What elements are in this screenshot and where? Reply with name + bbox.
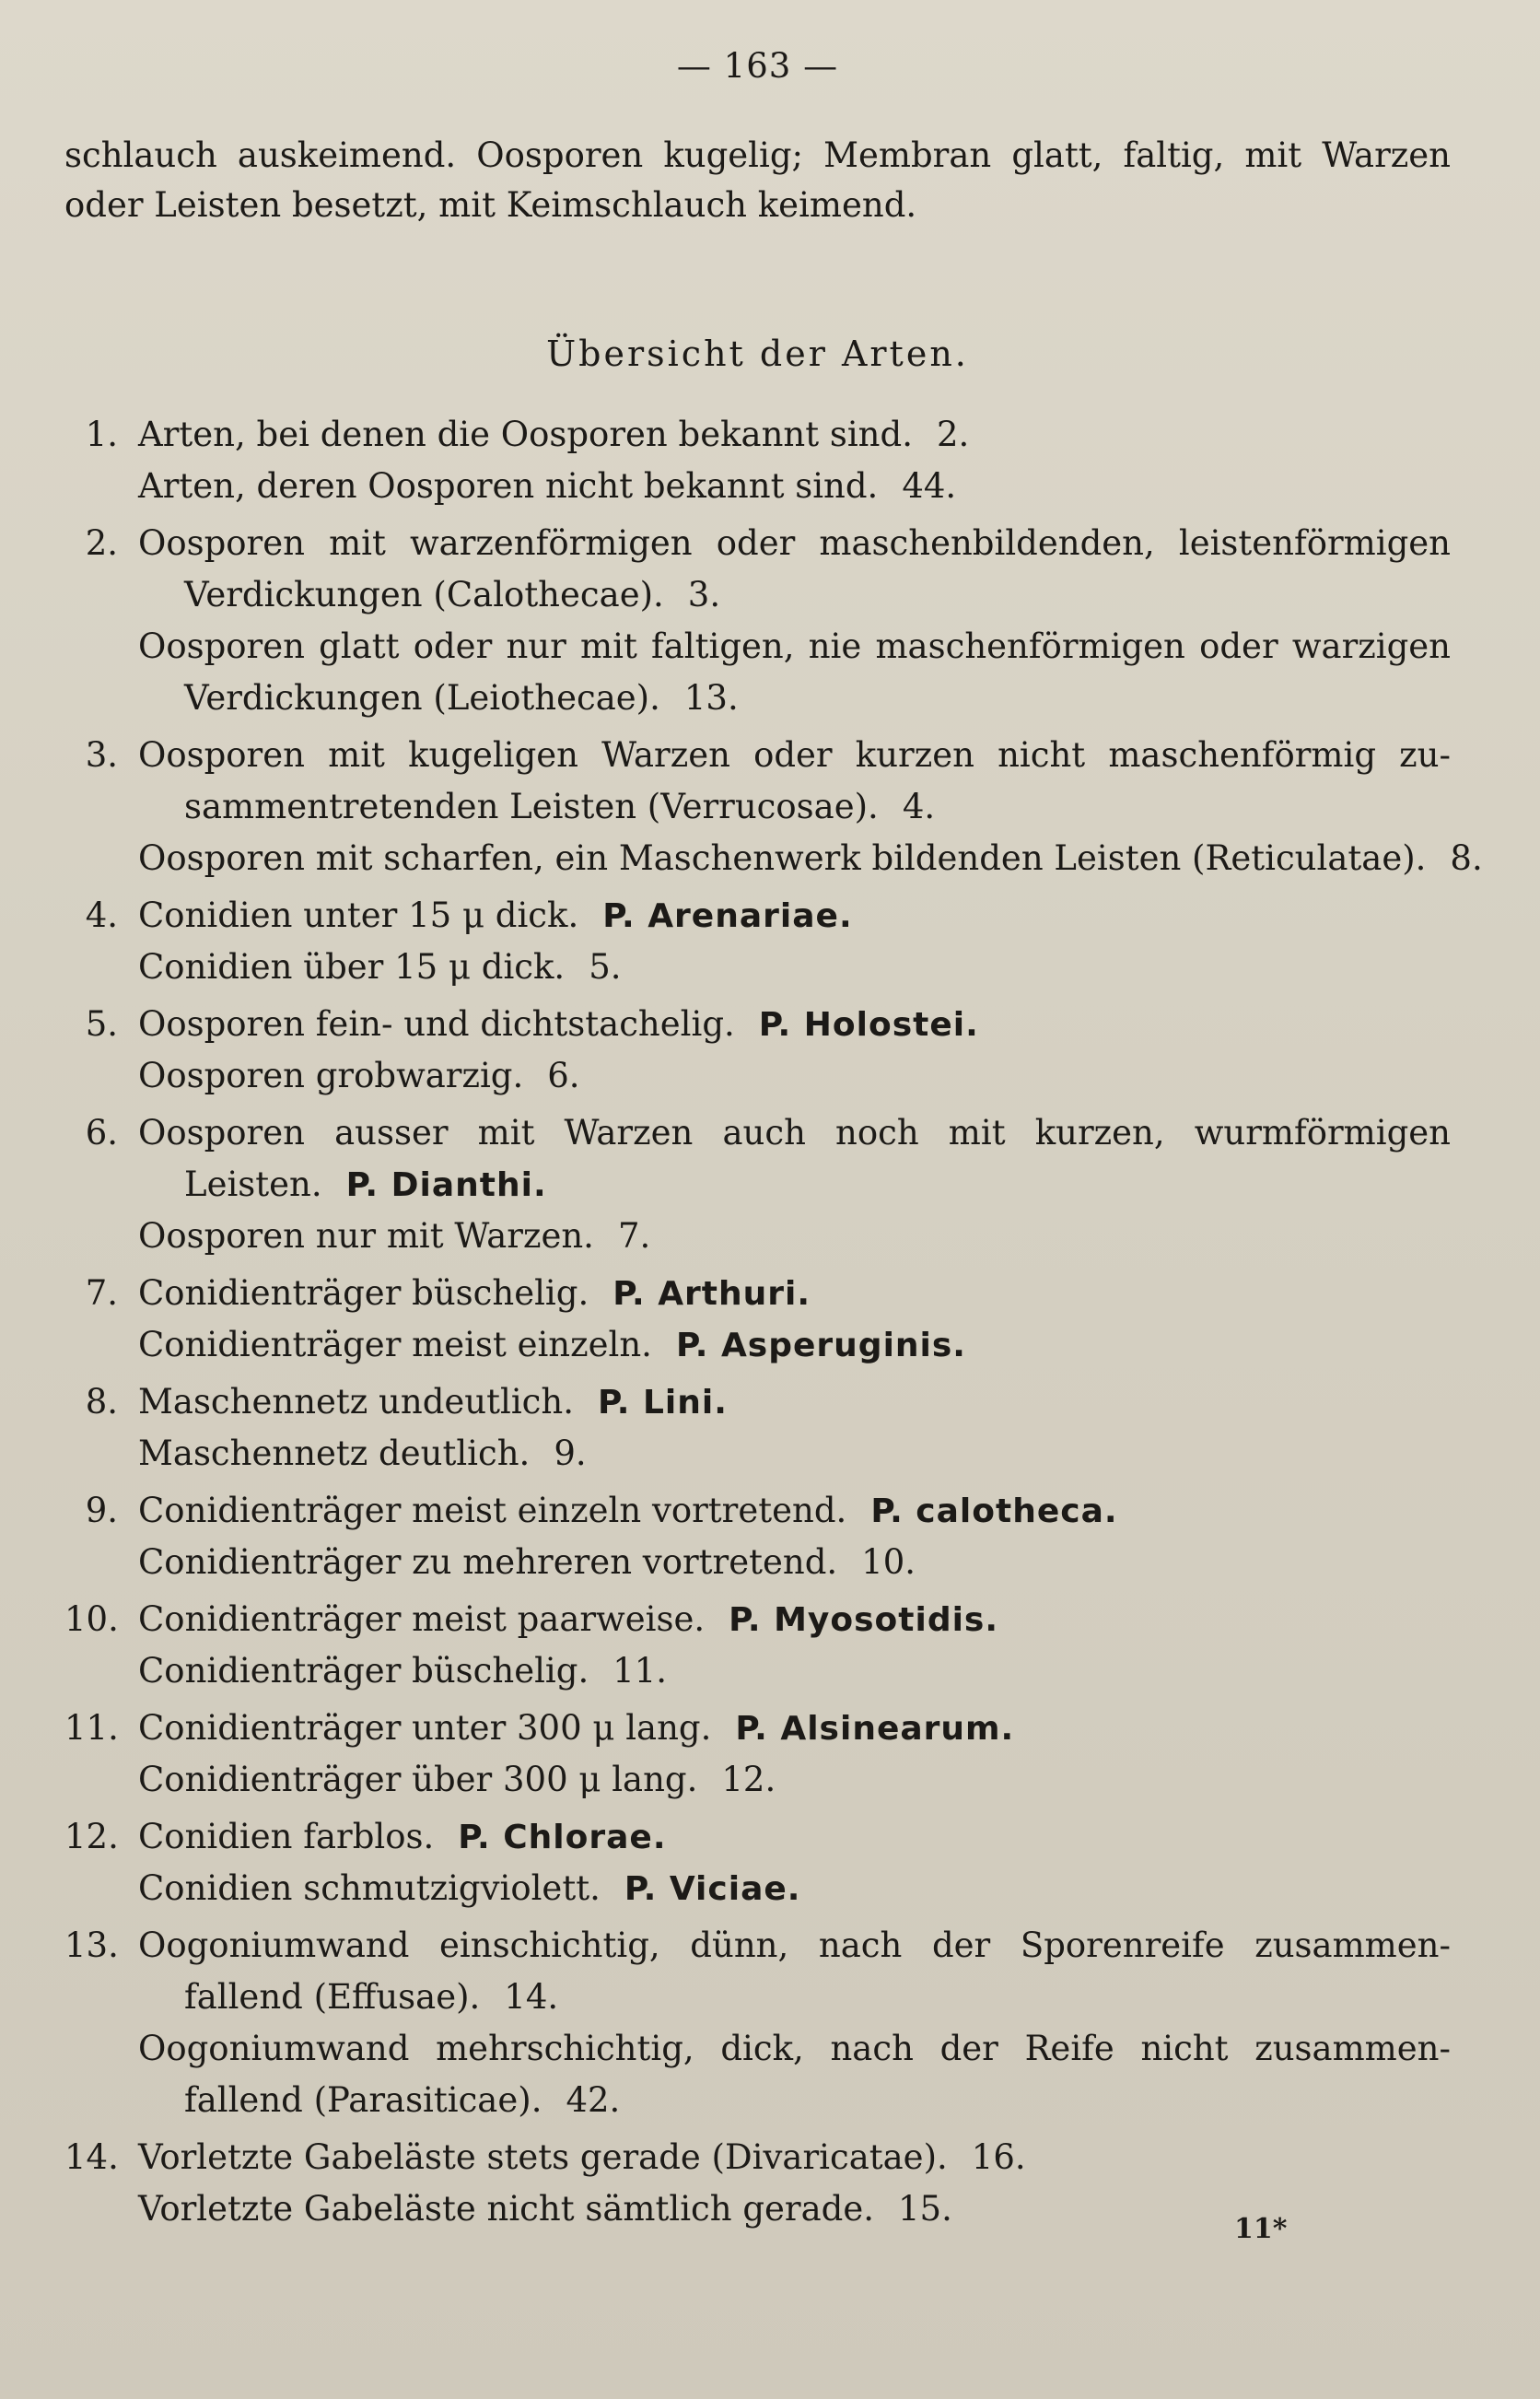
species-name: P. Chlorae. — [458, 1819, 667, 1856]
couplet-destination: 4. — [902, 787, 936, 826]
lead-text: Conidienträger meist paarweise. — [138, 1599, 706, 1639]
key-lead-continuation — [184, 782, 1451, 832]
key-lead-text — [138, 1108, 1451, 1158]
couplet-number: 4. — [85, 895, 118, 935]
couplet-destination: 8. — [1450, 838, 1483, 878]
key-lead-text — [138, 1595, 1451, 1645]
couplet-number: 10. — [64, 1599, 119, 1639]
key-lead-text — [138, 1646, 1451, 1696]
lead-text: Maschennetz undeutlich. — [138, 1382, 574, 1422]
lead-text: Arten, bei denen die Oosporen bekannt sind. — [138, 415, 913, 454]
key-lead-text — [138, 1051, 1451, 1101]
couplet-number: 13. — [64, 1925, 119, 1965]
continuation-text: Verdickungen (Calothecae). — [184, 575, 664, 614]
lead-text: Arten, deren Oosporen nicht bekannt sind. — [138, 466, 879, 506]
lead-text: Vorletzte Gabeläste nicht sämtlich gerade. — [138, 2189, 875, 2229]
key-lead-text — [138, 1000, 1451, 1050]
couplet-destination: 7. — [617, 1216, 651, 1256]
couplet-destination: 6. — [547, 1056, 580, 1095]
key-lead-text — [138, 1538, 1451, 1587]
continuation-text: Verdickungen (Leiothecae). — [184, 678, 660, 718]
couplet-number: 9. — [85, 1491, 118, 1530]
key-lead-text — [138, 1812, 1451, 1863]
key-lead-continuation — [184, 673, 1451, 723]
continuation-text: Leisten. — [184, 1164, 322, 1204]
section-heading: Übersicht der Arten. — [546, 334, 969, 374]
key-lead-continuation — [184, 1972, 1451, 2022]
couplet-number: 11. — [64, 1708, 119, 1748]
lead-text: Conidien über 15 μ dick. — [138, 947, 566, 987]
couplet-destination: 3. — [687, 575, 721, 614]
species-name: P. calotheca. — [870, 1492, 1118, 1530]
continuation-text: fallend (Parasiticae). — [184, 2080, 542, 2120]
lead-text: Conidien schmutzigviolett. — [138, 1868, 601, 1908]
key-lead-text — [138, 410, 1451, 460]
key-lead-text — [138, 1864, 1451, 1914]
key-lead-text — [138, 1429, 1451, 1479]
lead-text: Maschennetz deutlich. — [138, 1434, 531, 1473]
species-name: P. Holostei. — [758, 1006, 979, 1044]
key-lead-text — [138, 1269, 1451, 1319]
couplet-number: 12. — [64, 1817, 119, 1856]
species-name: P. Arenariae. — [602, 897, 853, 935]
couplet-destination: 2. — [936, 415, 970, 454]
key-lead-text — [138, 1703, 1451, 1754]
couplet-destination: 11. — [612, 1651, 668, 1691]
couplet-destination: 5. — [589, 947, 622, 987]
intro-paragraph: schlauch auskeimend. Oosporen kugelig; Membran glatt, faltig, mit Warzen oder Leisten besetzt, mit Keimschlauch keimend. — [64, 135, 1451, 225]
couplet-number: 1. — [85, 415, 118, 454]
species-name: P. Viciae. — [624, 1870, 801, 1908]
lead-text: Oosporen mit kugeligen Warzen oder kurzen nicht maschenförmig zu- — [138, 735, 1451, 775]
key-lead-text — [138, 2133, 1451, 2183]
couplet-number: 5. — [85, 1004, 118, 1044]
key-lead-continuation — [184, 2076, 1451, 2125]
key-lead-text — [138, 834, 1483, 884]
couplet-destination: 12. — [721, 1760, 776, 1799]
species-name: P. Dianthi. — [345, 1166, 547, 1204]
couplet-number: 6. — [85, 1113, 118, 1153]
species-name: P. Myosotidis. — [729, 1601, 999, 1639]
printer-signature: 11* — [1234, 2213, 1288, 2245]
continuation-text: sammentretenden Leisten (Verrucosae). — [184, 787, 879, 826]
key-lead-continuation — [184, 570, 1451, 620]
couplet-destination: 10. — [861, 1542, 916, 1582]
lead-text: Conidienträger büschelig. — [138, 1273, 589, 1313]
lead-text: Oosporen grobwarzig. — [138, 1056, 524, 1095]
lead-text: Oogoniumwand mehrschichtig, dick, nach der Reife nicht zusammen- — [138, 2029, 1451, 2068]
key-lead-text — [138, 519, 1451, 568]
lead-text: Oosporen mit warzenförmigen oder maschenbildenden, leistenförmigen — [138, 523, 1451, 563]
lead-text: Oosporen glatt oder nur mit faltigen, nie maschenförmigen oder warzigen — [138, 626, 1451, 666]
lead-text: Conidien farblos. — [138, 1817, 435, 1856]
species-name: P. Arthuri. — [612, 1275, 811, 1313]
lead-text: Vorletzte Gabeläste stets gerade (Divaricatae). — [138, 2137, 948, 2177]
lead-text: Oogoniumwand einschichtig, dünn, nach der Sporenreife zusammen- — [138, 1925, 1451, 1965]
couplet-number: 14. — [64, 2137, 119, 2177]
couplet-destination: 14. — [504, 1977, 559, 2017]
species-name: P. Asperuginis. — [675, 1327, 966, 1364]
lead-text: Conidien unter 15 μ dick. — [138, 895, 579, 935]
lead-text: Oosporen nur mit Warzen. — [138, 1216, 594, 1256]
couplet-number: 2. — [85, 523, 118, 563]
lead-text: Conidienträger unter 300 μ lang. — [138, 1708, 712, 1748]
lead-text: Oosporen fein- und dichtstachelig. — [138, 1004, 735, 1044]
key-lead-text — [138, 891, 1451, 942]
lead-text: Conidienträger meist einzeln. — [138, 1325, 652, 1364]
key-lead-continuation — [184, 1160, 1451, 1211]
page-number: — 163 — — [676, 46, 839, 86]
lead-text: Conidienträger meist einzeln vortretend. — [138, 1491, 847, 1530]
couplet-destination: 16. — [971, 2137, 1026, 2177]
key-lead-text — [138, 1486, 1451, 1537]
key-lead-text — [138, 1320, 1451, 1371]
key-lead-text — [138, 1211, 1451, 1261]
continuation-text: fallend (Effusae). — [184, 1977, 481, 2017]
species-name: P. Alsinearum. — [735, 1710, 1015, 1748]
lead-text: Oosporen ausser mit Warzen auch noch mit kurzen, wurmförmigen — [138, 1113, 1451, 1153]
couplet-number: 3. — [85, 735, 118, 775]
lead-text: Conidienträger über 300 μ lang. — [138, 1760, 698, 1799]
key-lead-text — [138, 2024, 1451, 2074]
key-lead-text — [138, 462, 1451, 511]
key-lead-text — [138, 1755, 1451, 1805]
lead-text: Conidienträger zu mehreren vortretend. — [138, 1542, 838, 1582]
couplet-destination: 15. — [898, 2189, 952, 2229]
lead-text: Conidienträger büschelig. — [138, 1651, 589, 1691]
lead-text: Oosporen mit scharfen, ein Maschenwerk bildenden Leisten (Reticulatae). — [138, 838, 1427, 878]
key-lead-text — [138, 622, 1451, 672]
couplet-number: 7. — [85, 1273, 118, 1313]
couplet-destination: 42. — [566, 2080, 621, 2120]
key-lead-text — [138, 731, 1451, 780]
key-lead-text — [138, 1377, 1451, 1428]
couplet-number: 8. — [85, 1382, 118, 1422]
key-lead-text — [138, 942, 1451, 992]
species-name: P. Lini. — [597, 1384, 728, 1422]
key-lead-text — [138, 1921, 1451, 1971]
couplet-destination: 13. — [683, 678, 739, 718]
couplet-destination: 44. — [902, 466, 957, 506]
couplet-destination: 9. — [554, 1434, 587, 1473]
